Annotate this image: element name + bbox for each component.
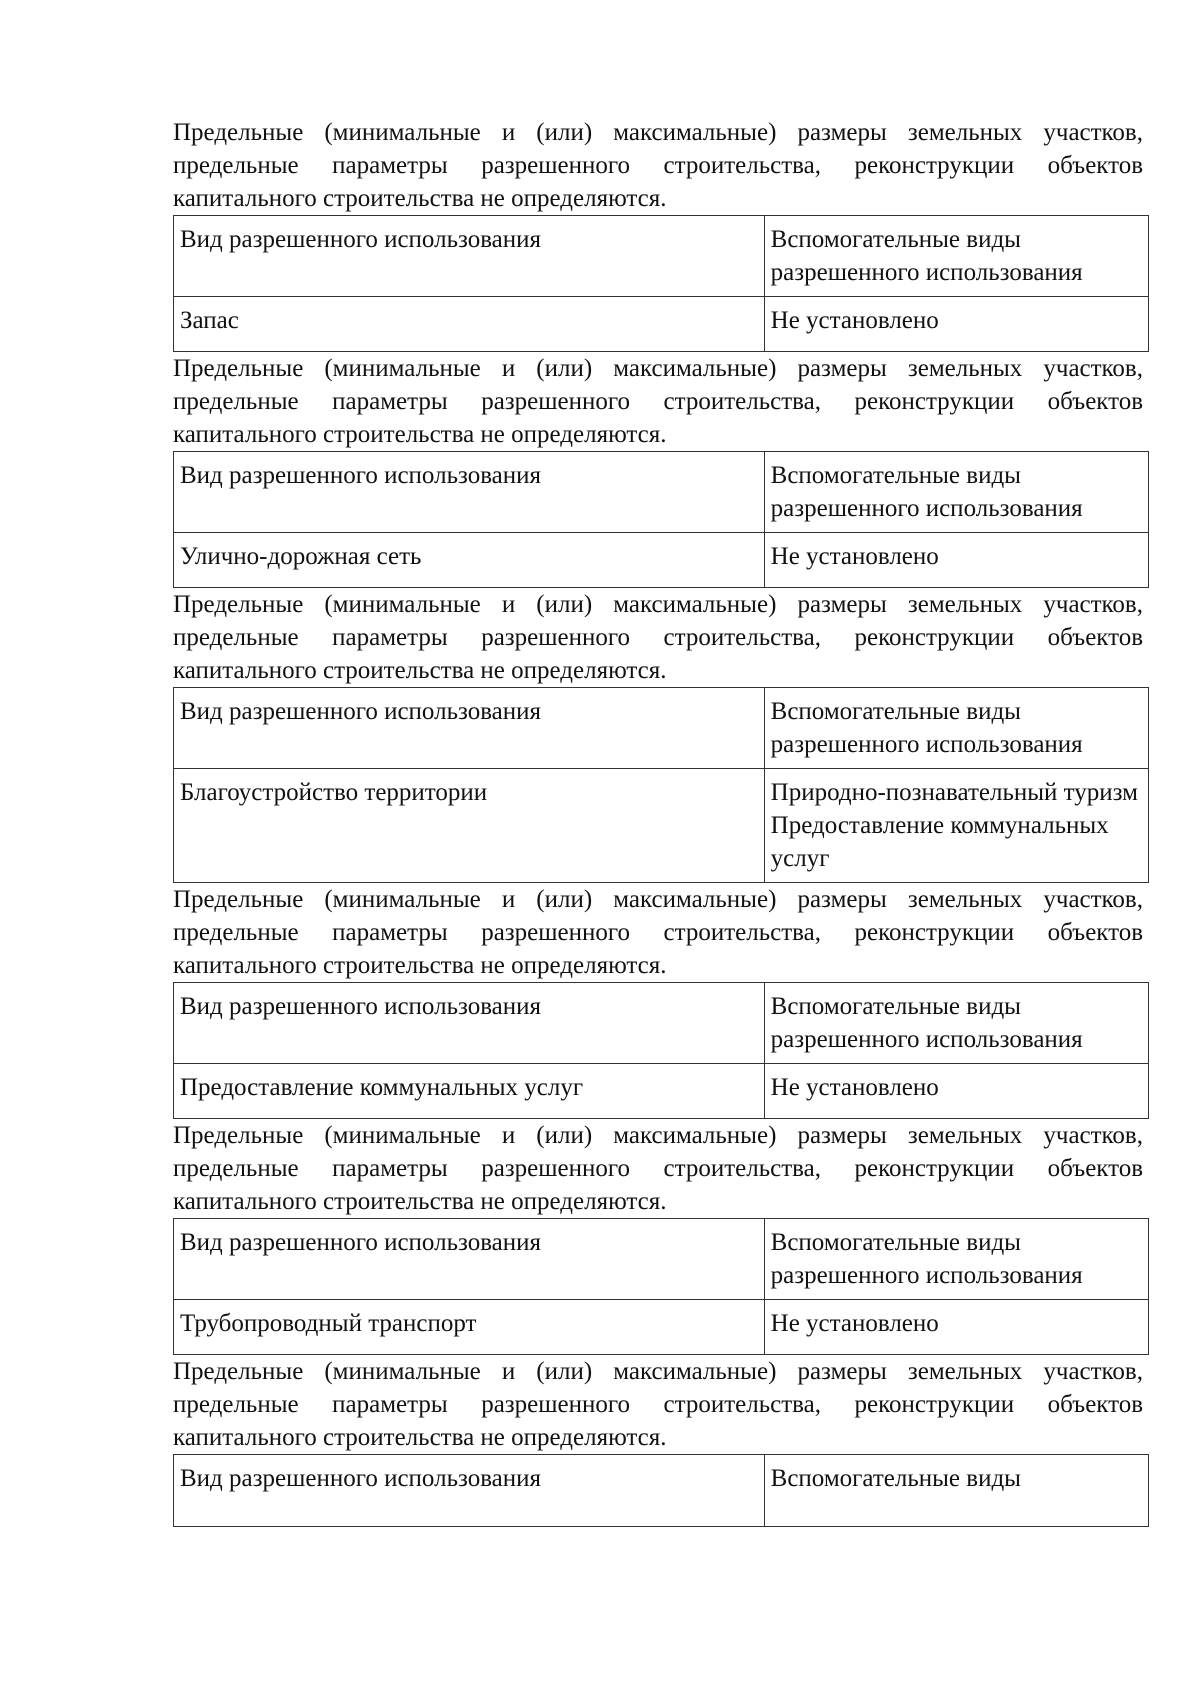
limits-paragraph: Предельные (минимальные и (или) максимальные) размеры земельных участков, предельные параметры разрешенного строительства, реконструкции объектов капитального строительства не определяются. — [173, 119, 1143, 212]
permitted-use-table — [173, 687, 1149, 883]
permitted-use-table — [173, 982, 1149, 1119]
header-main-use: Вид разрешенного использования — [174, 983, 765, 1064]
table-row — [174, 1300, 1149, 1355]
permitted-use-table — [173, 1218, 1149, 1355]
limits-paragraph: Предельные (минимальные и (или) максимальные) размеры земельных участков, предельные параметры разрешенного строительства, реконструкции объектов капитального строительства не определяются. — [173, 1122, 1143, 1215]
limits-paragraph: Предельные (минимальные и (или) максимальные) размеры земельных участков, предельные параметры разрешенного строительства, реконструкции объектов капитального строительства не определяются. — [173, 886, 1143, 979]
limits-paragraph: Предельные (минимальные и (или) максимальные) размеры земельных участков, предельные параметры разрешенного строительства, реконструкции объектов капитального строительства не определяются. — [173, 591, 1143, 684]
header-main-use: Вид разрешенного использования — [174, 452, 765, 533]
auxiliary-use-item: Не установлено — [770, 543, 939, 570]
table-row — [174, 769, 1149, 883]
table-row — [174, 1064, 1149, 1119]
permitted-use-table — [173, 451, 1149, 588]
header-auxiliary-use: Вспомогательные виды разрешенного использования — [764, 216, 1148, 297]
table-row — [174, 533, 1149, 588]
table-header-row — [174, 1455, 1149, 1527]
table-header-row — [174, 216, 1149, 297]
header-auxiliary-use: Вспомогательные виды разрешенного использования — [764, 1219, 1148, 1300]
header-auxiliary-use: Вспомогательные виды разрешенного использования — [764, 452, 1148, 533]
table-header-row — [174, 688, 1149, 769]
header-main-use: Вид разрешенного использования — [174, 688, 765, 769]
permitted-use-table — [173, 215, 1149, 352]
auxiliary-use-cell — [764, 769, 1148, 883]
header-main-use: Вид разрешенного использования — [174, 1219, 765, 1300]
main-use-cell: Предоставление коммунальных услуг — [174, 1064, 765, 1119]
auxiliary-use-item: Не установлено — [770, 307, 939, 334]
header-auxiliary-use: Вспомогательные виды разрешенного использования — [764, 688, 1148, 769]
auxiliary-use-cell — [764, 533, 1148, 588]
auxiliary-use-item: Природно-познавательный туризм — [770, 779, 1138, 806]
permitted-use-table — [173, 1454, 1149, 1527]
main-use-cell: Улично-дорожная сеть — [174, 533, 765, 588]
auxiliary-use-cell — [764, 297, 1148, 352]
auxiliary-use-cell — [764, 1300, 1148, 1355]
auxiliary-use-item: Предоставление коммунальных услуг — [770, 812, 1109, 872]
auxiliary-use-cell — [764, 1064, 1148, 1119]
limits-paragraph: Предельные (минимальные и (или) максимальные) размеры земельных участков, предельные параметры разрешенного строительства, реконструкции объектов капитального строительства не определяются. — [173, 1358, 1143, 1451]
document-page — [173, 116, 1149, 1527]
auxiliary-use-item: Не установлено — [770, 1310, 939, 1337]
limits-paragraph: Предельные (минимальные и (или) максимальные) размеры земельных участков, предельные параметры разрешенного строительства, реконструкции объектов капитального строительства не определяются. — [173, 355, 1143, 448]
header-main-use: Вид разрешенного использования — [174, 1455, 765, 1527]
main-use-cell: Трубопроводный транспорт — [174, 1300, 765, 1355]
header-auxiliary-use: Вспомогательные виды — [764, 1455, 1148, 1527]
main-use-cell: Благоустройство территории — [174, 769, 765, 883]
table-header-row — [174, 1219, 1149, 1300]
auxiliary-use-item: Не установлено — [770, 1074, 939, 1101]
table-header-row — [174, 452, 1149, 533]
table-header-row — [174, 983, 1149, 1064]
main-use-cell: Запас — [174, 297, 765, 352]
table-row — [174, 297, 1149, 352]
header-auxiliary-use: Вспомогательные виды разрешенного использования — [764, 983, 1148, 1064]
header-main-use: Вид разрешенного использования — [174, 216, 765, 297]
